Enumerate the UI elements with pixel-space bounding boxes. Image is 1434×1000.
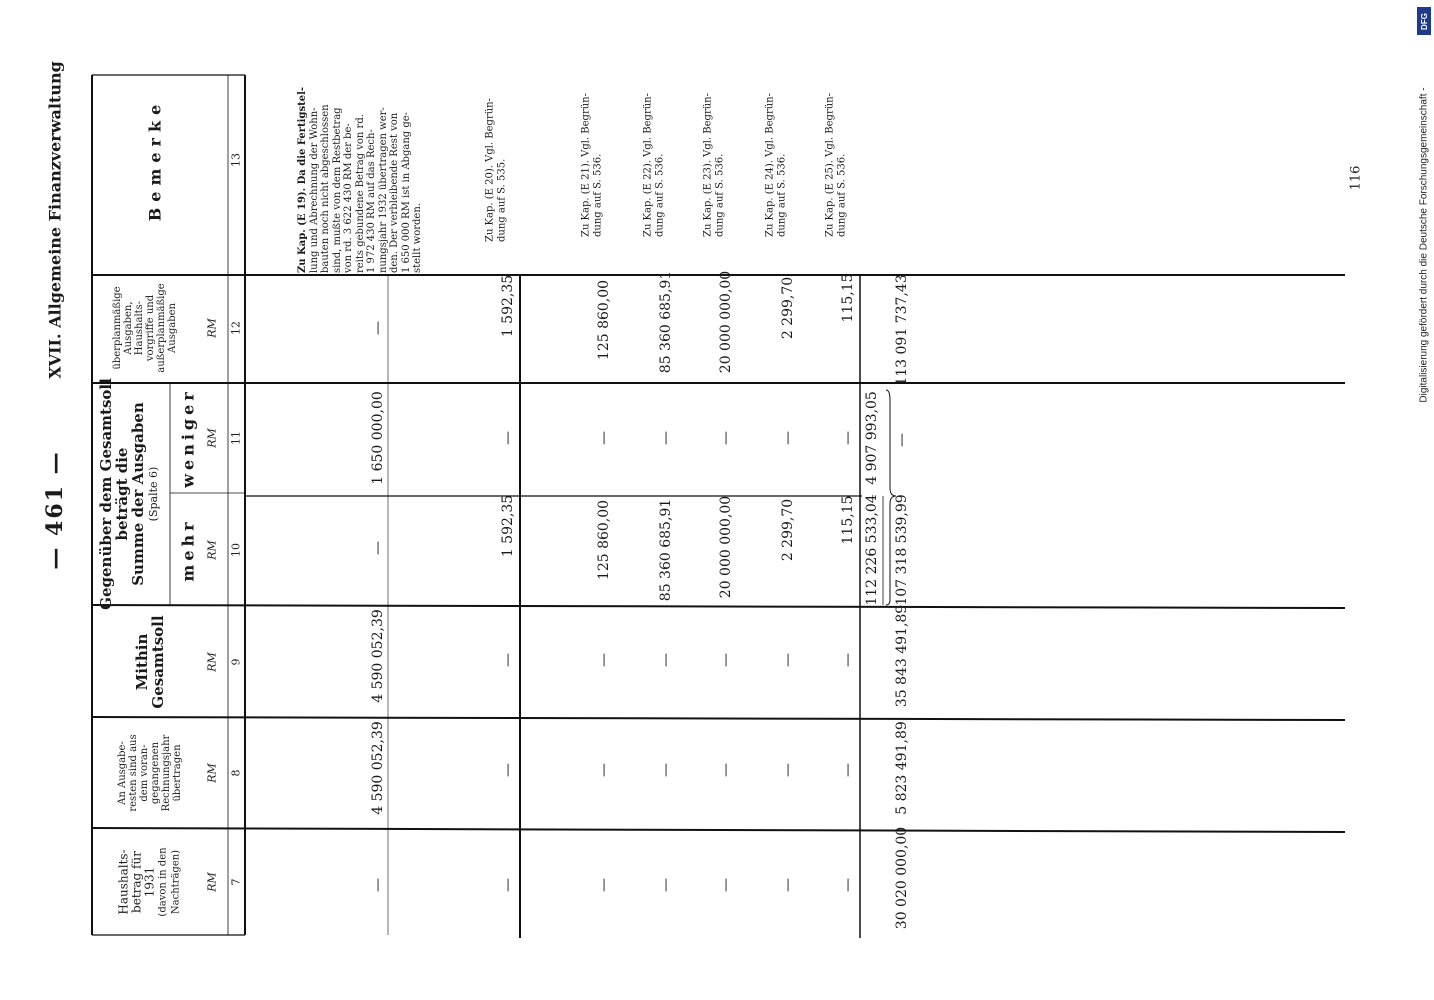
header-col8: An Ausgabe- resten sind aus dem voran- gegangenen Rechnungsjahr übertragen <box>117 734 183 812</box>
cell-e21-c12: 125 860,00 <box>596 279 612 361</box>
header-col11: weniger <box>178 388 198 488</box>
cell-e23-c10: 20 000 000,00 <box>718 495 734 599</box>
unit-col7: RM <box>205 872 219 892</box>
subtotal-c10: 112 226 533,04 <box>864 494 880 606</box>
cell-e19-c12: — <box>370 321 386 335</box>
cell-e20-c8: — <box>500 763 516 777</box>
cell-e19-c10: — <box>370 541 386 555</box>
cell-e25-c12: 115,15 <box>840 273 856 323</box>
cell-e24-c10: 2 299,70 <box>780 498 796 562</box>
remark-e19: Zu Kap. (E 19). Da die Fertigstel- lung und Abrechnung der Wohn- bauten noch nicht abgeschlossen sind, mußte von dem Restbetrag von rd. 3 622 430 RM der be- reits gebundene Betrag von rd. 1 972 430 RM auf das Rech- nungsjahr 1932 übertragen wer- den. Der verbleibende Rest von 1 650 000 RM ist in Abgang ge- stellt worden. <box>296 86 423 274</box>
section-title: XVII. Allgemeine Finanzverwaltung <box>45 61 65 379</box>
cell-e23-c12: 20 000 000,00 <box>718 270 734 374</box>
unit-col11: RM <box>205 428 219 448</box>
total-c12: 113 091 737,43 <box>894 274 910 386</box>
cell-e24-c12: 2 299,70 <box>780 276 796 340</box>
total-c8: 5 823 491,89 <box>894 721 910 815</box>
colno-9: 9 <box>229 658 243 666</box>
cell-e22-c11: — <box>658 431 674 445</box>
cell-e25-c11: — <box>840 431 856 445</box>
cell-e21-c11: — <box>596 431 612 445</box>
cell-e24-c9: — <box>780 653 796 667</box>
cell-e20-c11: — <box>500 431 516 445</box>
colno-10: 10 <box>229 543 243 557</box>
subtotal-c11: 4 907 993,05 <box>864 391 880 485</box>
colno-13: 13 <box>229 153 243 167</box>
cell-e25-c9: — <box>840 653 856 667</box>
colno-12: 12 <box>229 321 243 335</box>
unit-col12: RM <box>205 318 219 338</box>
unit-col10: RM <box>205 540 219 560</box>
cell-e22-c10: 85 360 685,91 <box>658 498 674 602</box>
cell-e23-c8: — <box>718 763 734 777</box>
header-col9: Mithin Gesamtsoll <box>133 615 167 709</box>
cell-e20-c12: 1 592,35 <box>500 274 516 338</box>
remark-e20: Zu Kap. (E 20). Vgl. Begrün- dung auf S. 535. <box>484 97 507 243</box>
cell-e19-c9: 4 590 052,39 <box>370 609 386 703</box>
cell-e22-c8: — <box>658 763 674 777</box>
cell-e21-c7: — <box>596 878 612 892</box>
remark-e25: Zu Kap. (E 25). Vgl. Begrün- dung auf S. 536. <box>824 92 847 238</box>
cell-e24-c8: — <box>780 763 796 777</box>
total-c11: — <box>894 433 910 447</box>
cell-e23-c7: — <box>718 878 734 892</box>
cell-e24-c11: — <box>780 431 796 445</box>
remark-e21: Zu Kap. (E 21). Vgl. Begrün- dung auf S. 536. <box>580 92 603 238</box>
cell-e19-c11: 1 650 000,00 <box>370 391 386 485</box>
total-c7: 30 020 000,00 <box>894 826 910 930</box>
cell-e23-c11: — <box>718 431 734 445</box>
dfg-logo: DFG <box>1417 7 1431 35</box>
colno-11: 11 <box>229 431 243 445</box>
unit-col9: RM <box>205 652 219 672</box>
header-col12: überplanmäßige Ausgaben, Haushalts- vorgriffe und außerplanmäßige Ausgaben <box>112 283 178 373</box>
cell-e20-c7: — <box>500 878 516 892</box>
colno-7: 7 <box>229 878 243 886</box>
digitization-credit: Digitalisierung gefördert durch die Deutsche Forschungsgemeinschaft - <box>1418 87 1430 403</box>
header-group-difference: Gegenüber dem Gesamtsoll beträgt die Summe der Ausgaben (Spalte 6) <box>97 378 160 610</box>
total-c9: 35 843 491,89 <box>894 604 910 708</box>
cell-e20-c10: 1 592,35 <box>500 494 516 558</box>
cell-e21-c10: 125 860,00 <box>596 499 612 581</box>
cell-e22-c7: — <box>658 878 674 892</box>
cell-e20-c9: — <box>500 653 516 667</box>
cell-e25-c10: 115,15 <box>840 495 856 545</box>
header-col10: mehr <box>178 518 198 582</box>
remark-e23: Zu Kap. (E 23). Vgl. Begrün- dung auf S. 536. <box>702 92 725 238</box>
cell-e25-c7: — <box>840 878 856 892</box>
remark-e22: Zu Kap. (E 22). Vgl. Begrün- dung auf S. 536. <box>642 92 665 238</box>
remark-e24: Zu Kap. (E 24). Vgl. Begrün- dung auf S. 536. <box>764 92 787 238</box>
cell-e19-c7: — <box>370 878 386 892</box>
header-col13: Bemerke <box>145 98 165 222</box>
cell-e24-c7: — <box>780 878 796 892</box>
folio-number: 116 <box>1348 165 1364 191</box>
cell-e21-c8: — <box>596 763 612 777</box>
cell-e21-c9: — <box>596 653 612 667</box>
colno-8: 8 <box>229 769 243 777</box>
page-number: — 461 — <box>42 450 68 570</box>
cell-e22-c9: — <box>658 653 674 667</box>
cell-e22-c12: 85 360 685,91 <box>658 270 674 374</box>
cell-e25-c8: — <box>840 763 856 777</box>
header-col7: Haushalts- betrag für 1931 (davon in den Nachträgen) <box>116 847 182 917</box>
total-c10: 107 318 539,99 <box>894 494 910 606</box>
unit-col8: RM <box>205 763 219 783</box>
cell-e19-c8: 4 590 052,39 <box>370 721 386 815</box>
cell-e23-c9: — <box>718 653 734 667</box>
